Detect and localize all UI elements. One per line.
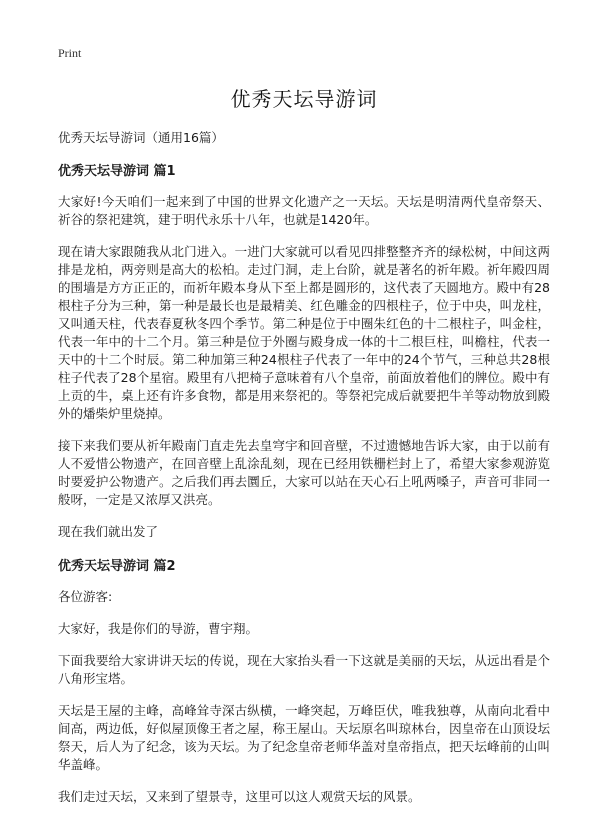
paragraph: 天坛是王屋的主峰，高峰耸寺深古纵横，一峰突起，万峰臣伏，唯我独尊，从南向北看中间高，两边低，好似屋顶像王者之屋，称王屋山。天坛原名叫琼林台，因皇帝在山顶设坛祭天，后人为了纪念，该为天坛。为了纪念皇帝老师华盖对皇帝指点，把天坛峰前的山叫华盖峰。 <box>58 703 550 772</box>
document-subtitle: 优秀天坛导游词（通用16篇） <box>58 130 224 145</box>
paragraph: 现在请大家跟随我从北门进入。一进门大家就可以看见四排整整齐齐的绿松树，中间这两排是龙柏，两旁则是高大的松柏。走过门洞，走上台阶，就是著名的祈年殿。祈年殿四周的围墙是方方正正的，而祈年殿本身从下至上都是圆形的，这代表了天圆地方。殿中有28根柱子分为三种，第一种是最长也是最精美、红色雕金的四根柱子，位于中央，叫龙柱，又叫通天柱，代表春夏秋冬四个季节。第二种是位于中圈朱红色的十二根柱子，叫金柱，代表一年中的十二个月。第三种是位于外圈与殿身成一体的十二根巨柱，叫檐柱，代表一天中的十二个时辰。第二种加第三种24根柱子代表了一年中的24个节气，三种总共28根柱子代表了28个星宿。殿里有八把椅子意味着有八个皇帝，前面放着他们的牌位。殿中有上贡的牛，桌上还有许多食物，都是用来祭祀的。等祭祀完成后就要把牛羊等动物放到殿外的燔柴炉里烧掉。 <box>58 244 550 421</box>
section-heading: 优秀天坛导游词 篇1 <box>58 164 176 179</box>
paragraph: 现在我们就出发了 <box>58 524 159 539</box>
print-label: Print <box>58 46 82 60</box>
paragraph: 大家好!今天咱们一起来到了中国的世界文化遗产之一天坛。天坛是明清两代皇帝祭天、祈谷的祭祀建筑，建于明代永乐十八年，也就是1420年。 <box>58 194 550 227</box>
paragraph: 我们走过天坛，又来到了望景寺，这里可以这人观赏天坛的风景。 <box>58 789 421 804</box>
paragraph: 下面我要给大家讲讲天坛的传说，现在大家抬头看一下这就是美丽的天坛，从远出看是个八角形宝塔。 <box>58 653 550 686</box>
section-2 <box>58 555 550 806</box>
paragraph: 接下来我们要从祈年殿南门直走先去皇穹宇和回音壁，不过遗憾地告诉大家，由于以前有人不爱惜公物遗产，在回音壁上乱涂乱刻，现在已经用铁栅栏封上了，希望大家参观游览时要爱护公物遗产。之后我们再去圜丘，大家可以站在天心石上吼两嗓子，声音可非同一般呀，一定是又浓厚又洪亮。 <box>58 438 550 507</box>
section-1 <box>58 160 550 541</box>
document-title: 优秀天坛导游词 <box>230 87 378 111</box>
section-heading: 优秀天坛导游词 篇2 <box>58 559 176 574</box>
paragraph: 各位游客: <box>58 589 113 604</box>
paragraph: 大家好，我是你们的导游，曹宇翔。 <box>58 621 259 636</box>
